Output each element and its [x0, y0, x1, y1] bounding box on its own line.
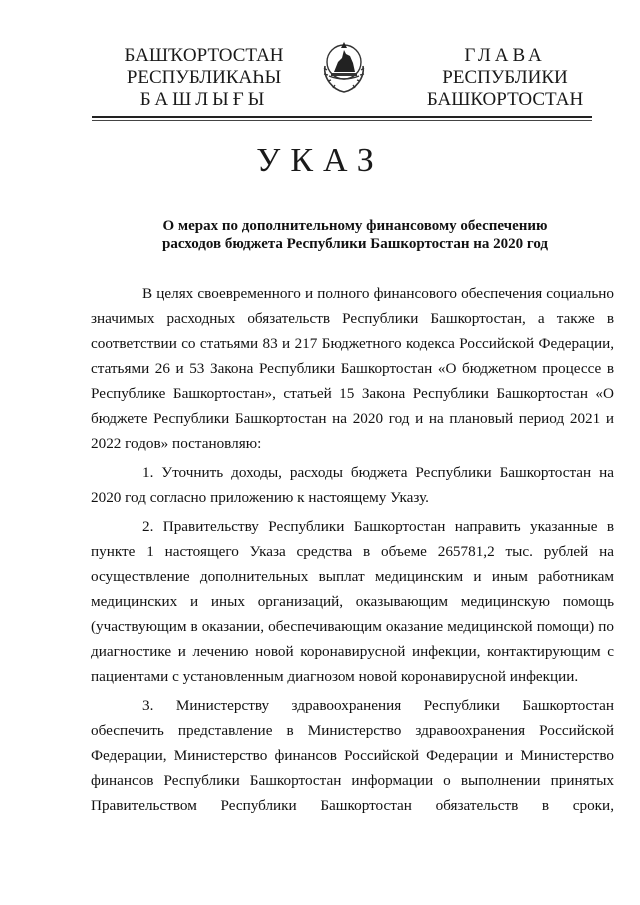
- document-subject: [100, 217, 610, 253]
- paragraph-preamble: В целях своевременного и полного финансового обеспечения социально значимых расходных обязательств Республики Башкортостан, а также в соответствии со статьями 83 и 217 Бюджетного кодекса Российской Федерации, статьями 26 и 53 Закона Республики Башкортостан «О бюджетном процессе в Республике Башкортостан», статьей 15 Закона Республики Башкортостан «О бюджете Республики Башкортостан на 2020 год и на плановый период 2021 и 2022 годов» постановляю:: [91, 285, 614, 452]
- header-right-line-3: БАШКОРТОСТАН: [426, 89, 584, 110]
- header-divider-thick: [92, 116, 592, 118]
- paragraph-item-1: 1. Уточнить доходы, расходы бюджета Республики Башкортостан на 2020 год согласно приложению к настоящему Указу.: [91, 464, 614, 506]
- header-right-russian: [425, 45, 585, 111]
- coat-of-arms-icon: [317, 36, 371, 94]
- document-title: УКАЗ: [256, 142, 384, 179]
- header-right-line-2: РЕСПУБЛИКИ: [442, 67, 568, 88]
- paragraph-item-3: 3. Министерству здравоохранения Республики Башкортостан обеспечить представление в Министерство здравоохранения Российской Федерации, Министерство финансов Российской Федерации и Министерство финансов Республики Башкортостан информации о выполнении принятых Правительством Республики Башкортостан обязательств в сроки,: [91, 697, 614, 814]
- subject-line-1: О мерах по дополнительному финансовому обеспечению: [162, 218, 548, 234]
- header-left-bashkir: [112, 45, 296, 111]
- header-left-line-1: БАШҠОРТОСТАН: [124, 45, 284, 66]
- header-right-line-1: ГЛАВА: [464, 45, 546, 66]
- subject-line-2: расходов бюджета Республики Башкортостан на 2020 год: [161, 236, 548, 252]
- header-divider-thin: [92, 120, 592, 121]
- header-left-line-2: РЕСПУБЛИКАҺЫ: [126, 67, 282, 88]
- document-body: [91, 281, 614, 822]
- header-left-line-3: БАШЛЫҒЫ: [139, 89, 269, 110]
- paragraph-item-2: 2. Правительству Республики Башкортостан направить указанные в пункте 1 настоящего Указа средства в объеме 265781,2 тыс. рублей на осуществление дополнительных выплат медицинским и иным работникам медицинских и иных организаций, оказывающим медицинскую помощь (участвующим в оказании, обеспечивающим оказание медицинской помощи) по диагностике и лечению новой коронавирусной инфекции, контактирующим с пациентами с установленным диагнозом новой коронавирусной инфекции.: [91, 518, 614, 685]
